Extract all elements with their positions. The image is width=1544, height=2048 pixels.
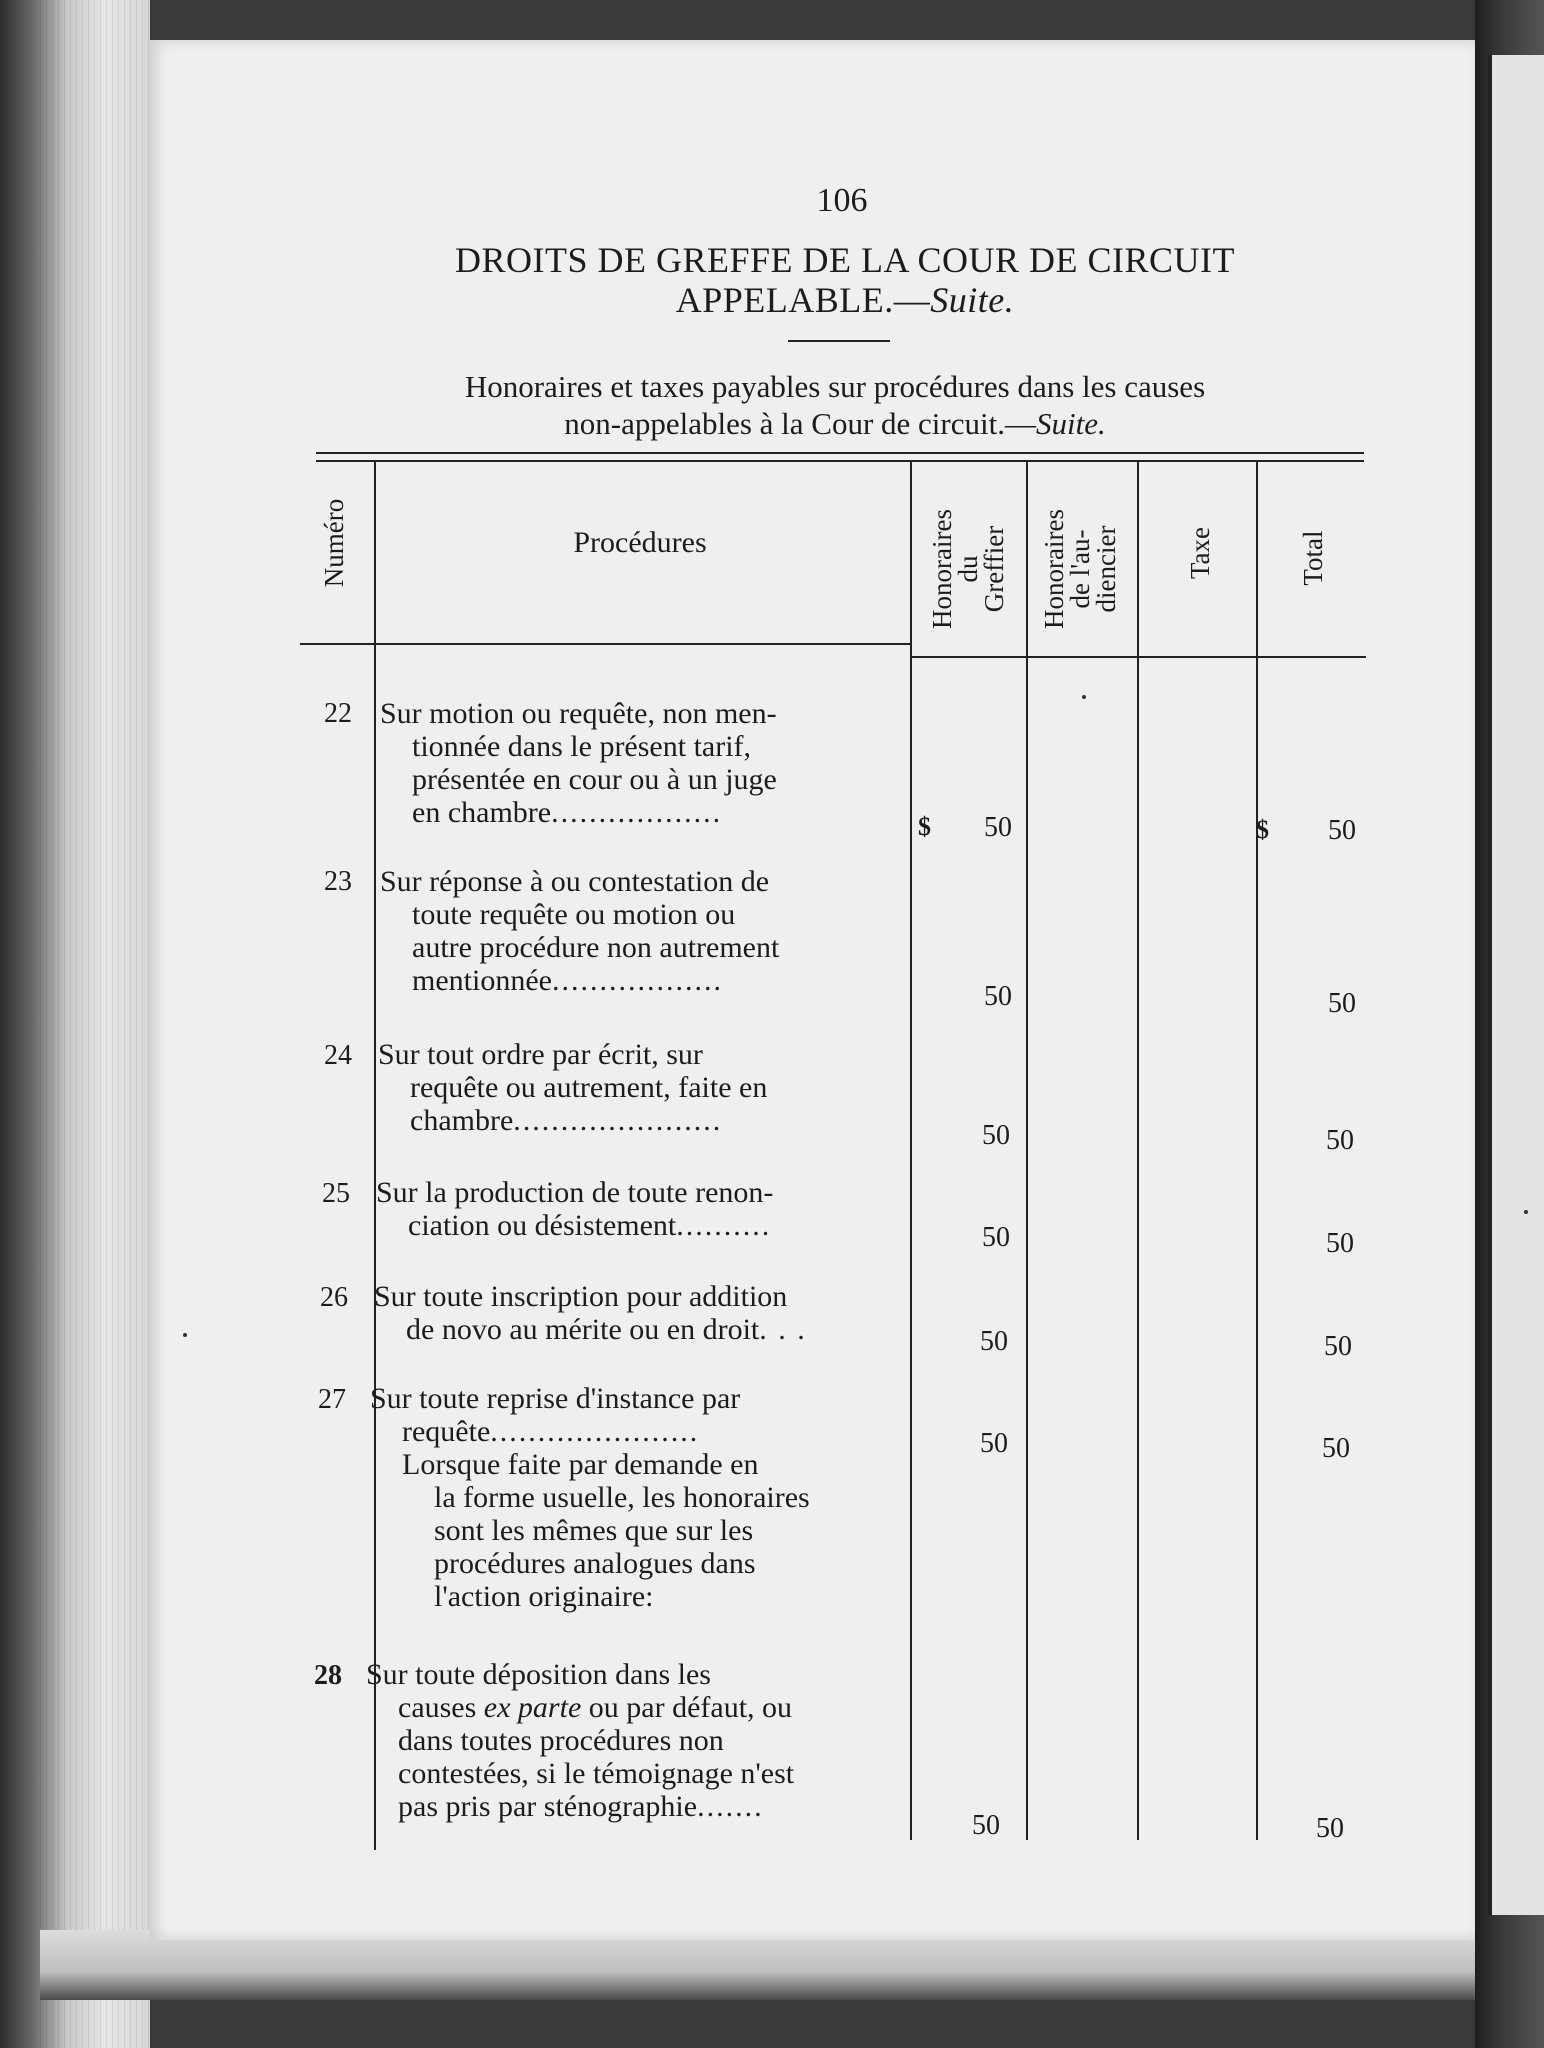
- greffier-amount: 50: [984, 981, 1012, 1012]
- print-speck: [1082, 695, 1086, 699]
- page-subtitle: [370, 368, 1300, 442]
- column-divider-numero: [374, 460, 376, 1850]
- column-divider-taxe: [1256, 460, 1258, 1840]
- greffier-amount: 50: [980, 1326, 1008, 1357]
- header-total: Total: [1298, 530, 1328, 586]
- entry-text: Sur motion ou requête, non men- tionnée dans le présent tarif, présentée en cour ou à un juge en chambre..................: [380, 697, 777, 829]
- header-taxe: Taxe: [1185, 526, 1215, 580]
- column-divider-procedures: [910, 460, 912, 1840]
- entry-text: Sur toute déposition dans les causes ex parte ou par défaut, ou dans toutes procédures non contestées, si le témoignage n'est pas pris par sténographie.......: [366, 1658, 795, 1823]
- total-amount: 50: [1328, 815, 1356, 846]
- subtitle-line-1: Honoraires et taxes payables sur procédures dans les causes: [464, 369, 1206, 404]
- total-amount: 50: [1322, 1433, 1350, 1464]
- title-divider: [788, 340, 890, 342]
- entry-text: Sur tout ordre par écrit, sur requête ou autrement, faite en chambre......................: [378, 1038, 768, 1137]
- header-numero: Numéro: [319, 498, 349, 588]
- total-amount: 50: [1326, 1228, 1354, 1259]
- entry-text: Sur réponse à ou contestation de toute requête ou motion ou autre procédure non autrement mentionnée..................: [380, 865, 780, 997]
- entry-number: 23: [324, 866, 352, 897]
- entry-text: Sur la production de toute renon- ciation ou désistement..........: [376, 1176, 774, 1242]
- header-procedures: Procédures: [573, 526, 707, 559]
- subtitle-line-2: non-appelables à la Cour de circuit.—Suite.: [564, 406, 1106, 441]
- greffier-amount: 50: [980, 1428, 1008, 1459]
- title-line-2: APPELABLE.—Suite.: [675, 280, 1015, 320]
- entry-number: 25: [322, 1178, 350, 1209]
- facing-page-strip: [1488, 55, 1544, 1915]
- entry-number: 24: [324, 1040, 352, 1071]
- header-bottom-rule-left: [300, 643, 910, 645]
- greffier-amount: 50: [982, 1222, 1010, 1253]
- greffier-amount: 50: [982, 1120, 1010, 1151]
- column-divider-greffier: [1026, 460, 1028, 1840]
- header-honoraires-greffier: Honoraires du Greffier: [927, 509, 1009, 629]
- total-amount: 50: [1316, 1813, 1344, 1844]
- title-line-1: DROITS DE GREFFE DE LA COUR DE CIRCUIT: [454, 240, 1236, 280]
- entry-number: 28: [314, 1660, 342, 1691]
- page-number: 106: [816, 182, 868, 219]
- table-top-rule: [316, 452, 1364, 454]
- book-bottom-edge: [40, 1930, 1480, 2000]
- currency-sign: $: [918, 812, 931, 841]
- print-speck: [183, 1333, 187, 1337]
- total-amount: 50: [1324, 1331, 1352, 1362]
- table-top-rule-2: [316, 460, 1364, 462]
- greffier-amount: 50: [972, 1810, 1000, 1841]
- print-speck: [1524, 1210, 1528, 1214]
- currency-sign: $: [1256, 815, 1269, 844]
- greffier-amount: 50: [984, 812, 1012, 843]
- entry-number: 27: [318, 1384, 346, 1415]
- page-title: [380, 240, 1310, 320]
- total-amount: 50: [1326, 1125, 1354, 1156]
- column-divider-audiencier: [1137, 460, 1139, 1840]
- entry-number: 22: [324, 698, 352, 729]
- book-edge-texture: [40, 0, 150, 2048]
- entry-number: 26: [320, 1282, 348, 1313]
- entry-text: Sur toute reprise d'instance par requête...................... Lorsque faite par demande en la forme usuelle, les honoraires sont les mêmes que sur les procédures analogues dans l'action originaire:: [370, 1382, 810, 1613]
- header-honoraires-audiencier: Honoraires de l'au- diencier: [1039, 509, 1121, 629]
- entry-text: Sur toute inscription pour addition de novo au mérite ou en droit. . .: [374, 1280, 807, 1346]
- total-amount: 50: [1328, 988, 1356, 1019]
